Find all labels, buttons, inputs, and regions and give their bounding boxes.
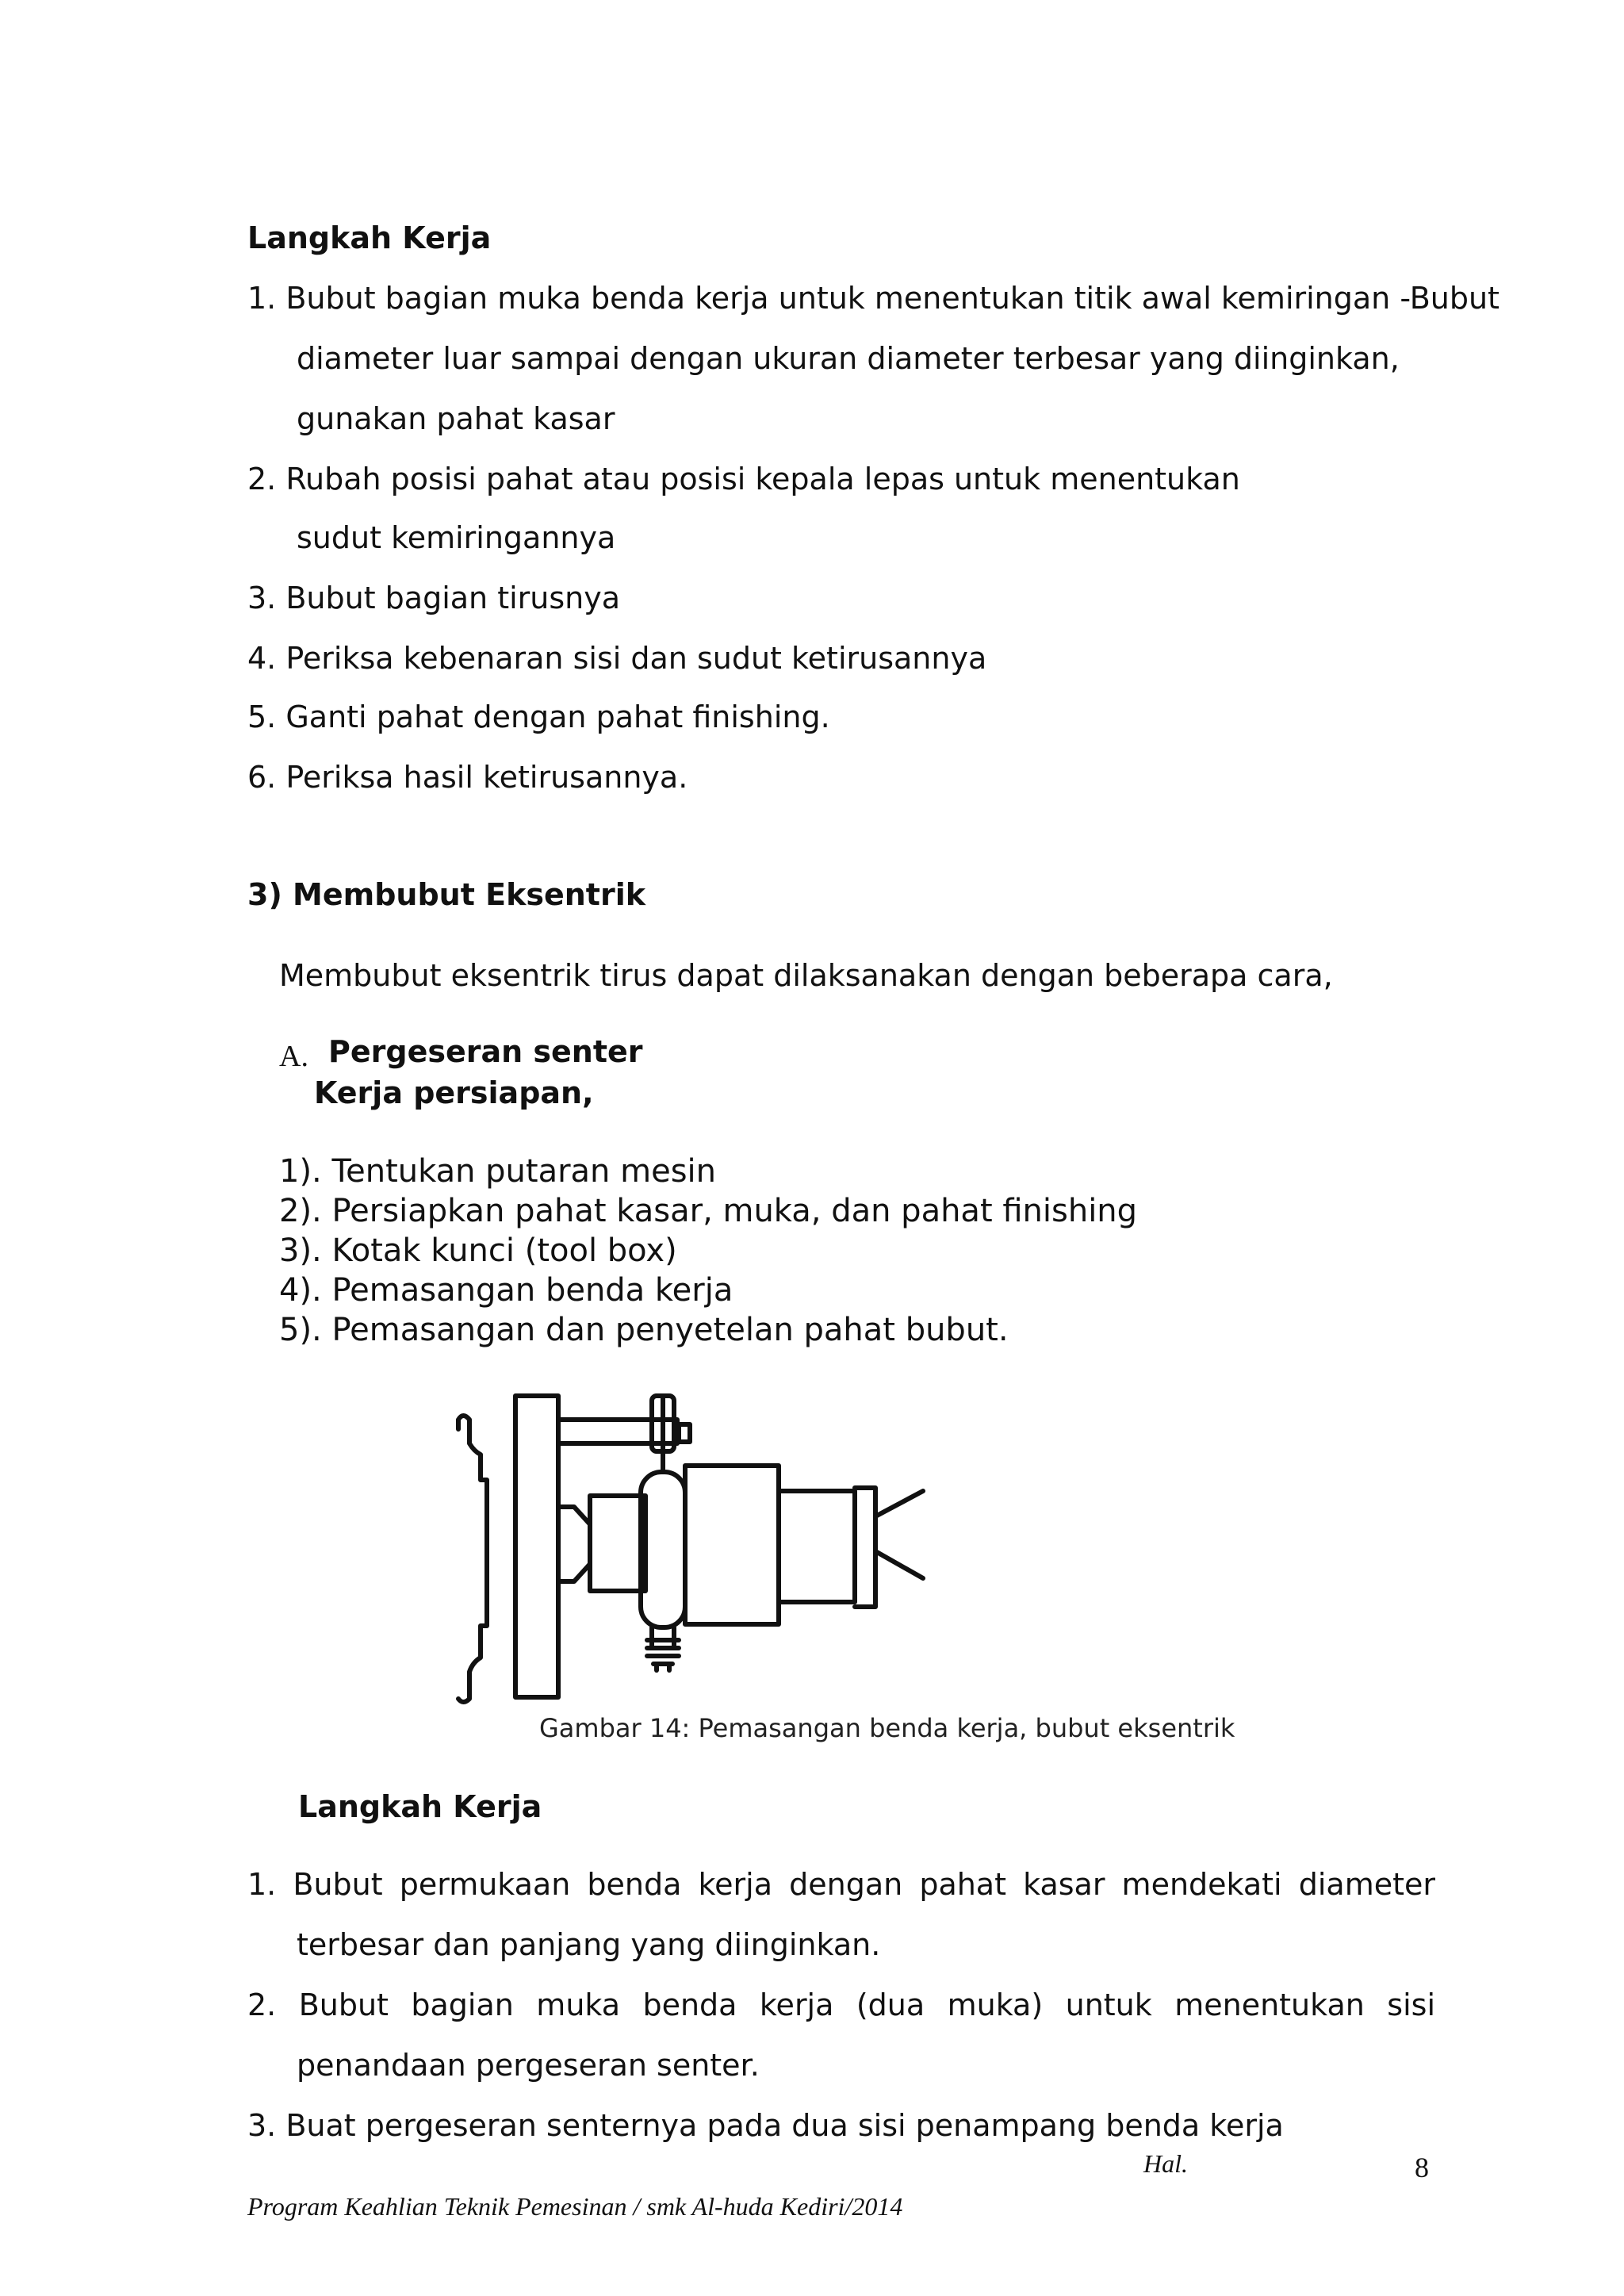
prep-item: 5). Pemasangan dan penyetelan pahat bubut. [279, 1312, 1009, 1348]
intro-text: Membubut eksentrik tirus dapat dilaksanakan dengan beberapa cara, [279, 958, 1333, 993]
step-line: 1. Bubut bagian muka benda kerja untuk menentukan titik awal kemiringan -Bubut [247, 281, 1500, 316]
step-line: 3. Buat pergeseran senternya pada dua sisi penampang benda kerja [247, 2108, 1284, 2143]
step-line: 2. Rubah posisi pahat atau posisi kepala lepas untuk menentukan [247, 462, 1240, 496]
step-line-justified: 1. Bubut permukaan benda kerja dengan pahat kasar mendekati diameter [247, 1867, 1435, 1902]
step-line: 6. Periksa hasil ketirusannya. [247, 760, 688, 795]
step-line: diameter luar sampai dengan ukuran diameter terbesar yang diinginkan, [297, 341, 1400, 376]
section-title-langkah-kerja: Langkah Kerja [247, 220, 492, 255]
footer-program: Program Keahlian Teknik Pemesinan / smk Al-huda Kediri/2014 [247, 2192, 903, 2221]
sub-title: Pergeseran senter [328, 1034, 643, 1069]
step-line: gunakan pahat kasar [297, 401, 615, 436]
prep-title: Kerja persiapan, [314, 1075, 594, 1110]
sub-marker: A. [279, 1040, 308, 1073]
steps-title: Langkah Kerja [298, 1789, 542, 1824]
prep-item: 2). Persiapkan pahat kasar, muka, dan pahat finishing [279, 1193, 1138, 1229]
footer-hal-label: Hal. [1143, 2149, 1188, 2178]
step-line: 4. Periksa kebenaran sisi dan sudut ketirusannya [247, 641, 987, 676]
figure-caption: Gambar 14: Pemasangan benda kerja, bubut eksentrik [539, 1713, 1235, 1743]
prep-item: 3). Kotak kunci (tool box) [279, 1232, 677, 1269]
page-number: 8 [1415, 2152, 1429, 2183]
eccentric-turning-figure [452, 1388, 991, 1705]
step-line: sudut kemiringannya [297, 520, 616, 555]
step-line: 3. Bubut bagian tirusnya [247, 581, 621, 615]
section-title-membubut-eksentrik: 3) Membubut Eksentrik [247, 877, 645, 912]
prep-item: 1). Tentukan putaran mesin [279, 1153, 716, 1190]
step-line-justified: 2. Bubut bagian muka benda kerja (dua muka) untuk menentukan sisi [247, 1987, 1435, 2022]
step-line: 5. Ganti pahat dengan pahat finishing. [247, 700, 830, 734]
step-line: penandaan pergeseran senter. [297, 2048, 760, 2083]
step-line: terbesar dan panjang yang diinginkan. [297, 1927, 881, 1962]
prep-item: 4). Pemasangan benda kerja [279, 1272, 733, 1309]
